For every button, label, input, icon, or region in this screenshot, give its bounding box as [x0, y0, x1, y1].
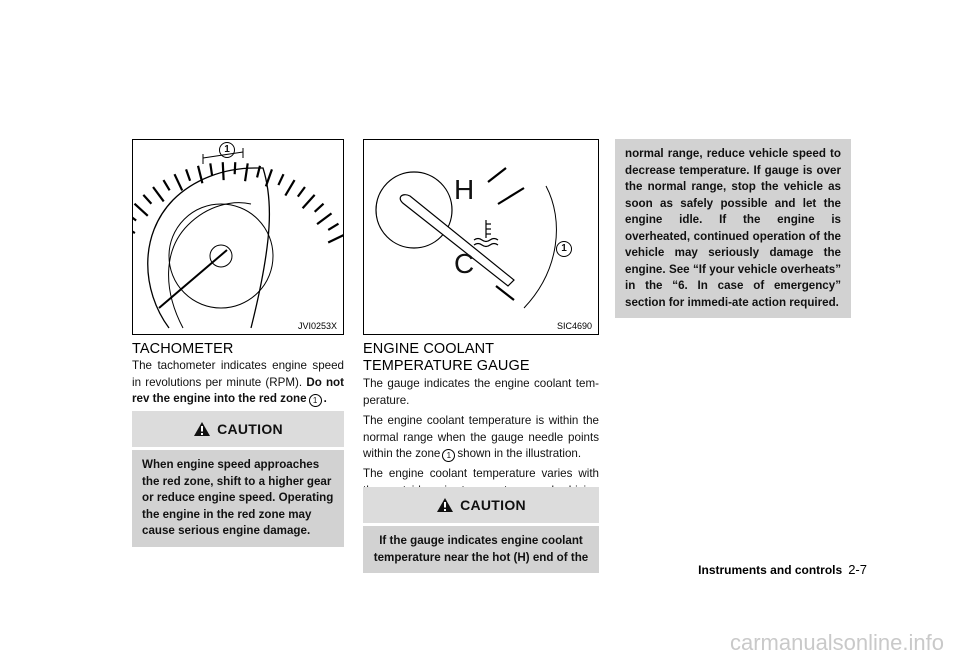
- caution-header: [132, 411, 344, 447]
- footer-section: Instruments and controls: [698, 563, 843, 577]
- tachometer-tick: [134, 204, 147, 216]
- coolant-caution-box: [363, 487, 599, 564]
- coolant-paragraph-2-text: The engine coolant temperature is within the normal range when the gauge needle points within the zone: [363, 414, 599, 460]
- tachometer-tick: [278, 174, 283, 185]
- tachometer-tick: [163, 180, 169, 190]
- hot-label: H: [454, 174, 475, 205]
- coolant-paragraph-1: The gauge indicates the engine coolant tem-perature.: [363, 377, 599, 407]
- coolant-paragraph-2: [363, 413, 599, 463]
- figure-code: SIC4690: [556, 321, 592, 331]
- tachometer-warning-text: Do not rev the engine into the red zone: [132, 375, 344, 405]
- tachometer-tick: [235, 162, 236, 174]
- tachometer-tick: [245, 163, 248, 181]
- tachometer-tick: [328, 224, 338, 230]
- tachometer-heading: TACHOMETER: [132, 341, 234, 357]
- tachometer-tick: [285, 180, 294, 195]
- coolant-gauge-figure: [363, 139, 599, 335]
- coolant-zone-marker: 1: [556, 241, 572, 257]
- tachometer-tick: [223, 162, 224, 180]
- tachometer-tick: [298, 187, 305, 197]
- zone-marker: 1: [442, 449, 455, 462]
- tachometer-paragraph: [132, 358, 344, 408]
- warning-triangle-icon: [436, 497, 454, 513]
- tachometer-tick: [266, 169, 272, 186]
- coolant-temperature-icon: [474, 220, 498, 247]
- caution-header: [363, 487, 599, 523]
- tachometer-tick: [175, 174, 183, 190]
- tachometer-tick: [303, 195, 315, 208]
- tachometer-illustration: [133, 140, 343, 334]
- coolant-paragraph-2-tail: shown in the illustration.: [457, 447, 582, 460]
- caution-body: If the gauge indicates engine coolant temperature near the hot (H) end of the: [363, 523, 599, 573]
- page-footer: [698, 562, 867, 577]
- warning-triangle-icon: [193, 421, 211, 437]
- zone-marker: 1: [309, 394, 322, 407]
- tachometer-period: .: [323, 392, 327, 405]
- tachometer-tick: [317, 213, 331, 224]
- figure-code: JVI0253X: [297, 321, 337, 331]
- tachometer-figure: [132, 139, 344, 335]
- tachometer-caution-box: [132, 411, 344, 537]
- tachometer-tick: [143, 195, 151, 204]
- watermark: carmanualsonline.info: [729, 630, 944, 655]
- tachometer-tick: [328, 235, 343, 243]
- page-number: 2-7: [848, 562, 867, 577]
- coolant-paragraph-3: The engine coolant temperature varies with: [363, 467, 599, 480]
- coolant-heading: ENGINE COOLANT TEMPERATURE GAUGE: [363, 341, 530, 374]
- tachometer-tick: [133, 213, 136, 220]
- tachometer-tick: [186, 169, 190, 180]
- tachometer-text: The tachometer indicates engine speed in revolutions per minute (RPM).: [132, 359, 344, 389]
- coolant-caution-continuation: [615, 139, 851, 318]
- caution-title: CAUTION: [217, 421, 283, 437]
- tachometer-tick: [133, 224, 135, 233]
- tachometer-tick: [315, 204, 324, 212]
- caution-title: CAUTION: [460, 497, 526, 513]
- tachometer-tick: [153, 187, 164, 201]
- tachometer-tick: [210, 163, 212, 175]
- cold-label: C: [454, 248, 475, 279]
- caution-body: When engine speed approaches the red zone, shift to a higher gear or reduce engine speed. Operating the engine in the red zone may cause serious engine damage.: [132, 447, 344, 547]
- tachometer-zone-marker: 1: [219, 142, 235, 158]
- coolant-gauge-illustration: [364, 140, 598, 334]
- caution-body-continued: normal range, reduce vehicle speed to decrease temperature. If gauge is over the normal range, stop the vehicle as soon as safely possible and let the engine idle. If the engine is overheated, continued operation of the vehicle may seriously damage the engine. See “If your vehicle overheats” in the “6. In case of emergency” section for immedi-ate action required.: [615, 139, 851, 318]
